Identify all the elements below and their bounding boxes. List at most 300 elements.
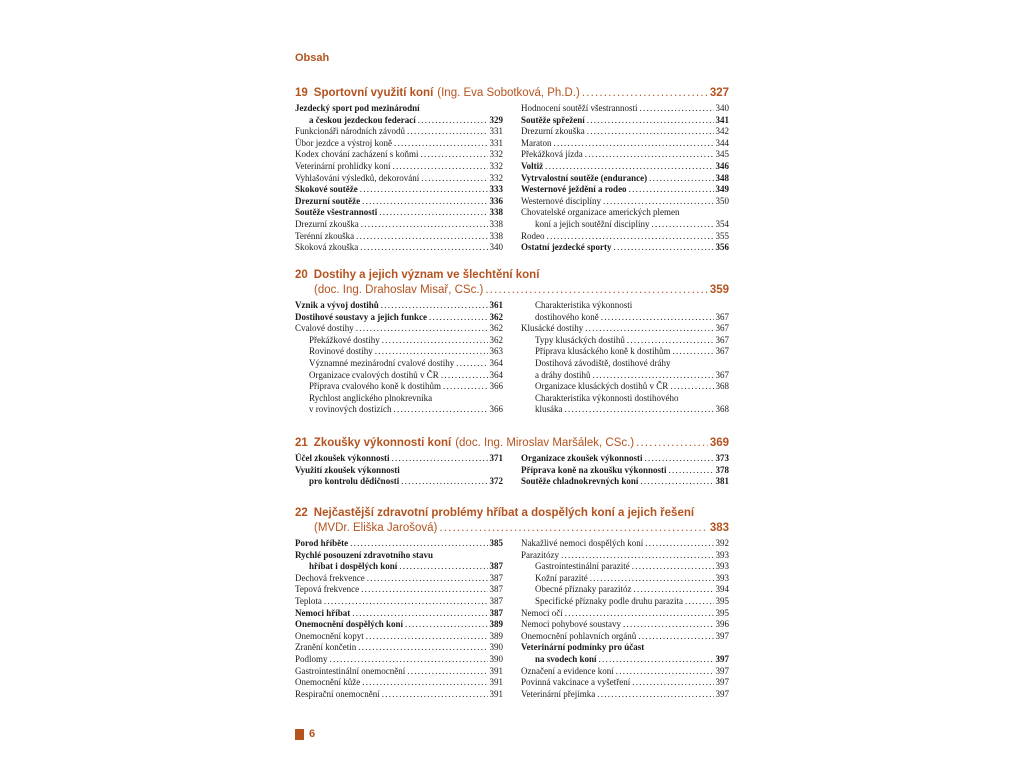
chapter-name: Nejčastější zdravotní problémy hříbat a dospělých koní a jejich řešení bbox=[313, 507, 695, 519]
toc-entry bbox=[295, 370, 503, 382]
toc-entry-title: Drezurní zkouška bbox=[521, 126, 585, 137]
toc-entry-page: 362 bbox=[489, 323, 503, 334]
toc-entry bbox=[295, 465, 503, 477]
toc-entry bbox=[295, 219, 503, 231]
dot-leader bbox=[640, 476, 713, 488]
toc-entry-page: 366 bbox=[489, 404, 503, 415]
dot-leader bbox=[554, 138, 714, 150]
toc-entry bbox=[295, 381, 503, 393]
toc-entry-page: 363 bbox=[489, 346, 503, 357]
toc-entry-title: Parazitózy bbox=[521, 549, 559, 560]
dot-leader bbox=[350, 538, 487, 550]
toc-entry-title: Soutěže spřežení bbox=[521, 114, 585, 125]
toc-entry bbox=[521, 370, 729, 382]
toc-entry-page: 385 bbox=[489, 538, 503, 548]
toc-entry bbox=[295, 173, 503, 185]
dot-leader bbox=[585, 149, 714, 161]
toc-entry-page: 387 bbox=[489, 561, 503, 572]
toc-entry bbox=[521, 196, 729, 208]
dot-leader bbox=[361, 219, 488, 231]
chapter-title-continued bbox=[295, 521, 729, 536]
dot-leader bbox=[627, 335, 714, 347]
toc-entry-page: 332 bbox=[489, 149, 503, 160]
toc-entry-page: 332 bbox=[489, 172, 503, 183]
toc-entry-title: Obecné příznaky parazitóz bbox=[535, 584, 632, 595]
toc-entry-title: Jezdecký sport pod mezinárodní bbox=[295, 103, 420, 113]
dot-leader bbox=[603, 196, 713, 208]
toc-entry-page: 331 bbox=[489, 126, 503, 137]
dot-leader bbox=[593, 370, 714, 382]
chapter-name: Zkoušky výkonnosti koní bbox=[313, 437, 452, 449]
toc-entry-page: 393 bbox=[715, 561, 729, 572]
toc-entry-page: 366 bbox=[489, 381, 503, 392]
toc-entry-title: Respirační onemocnění bbox=[295, 688, 380, 699]
toc-entry-title: Příprava klusáckého koně k dostihům bbox=[535, 346, 671, 357]
toc-entry bbox=[521, 465, 729, 477]
dot-leader bbox=[669, 465, 714, 477]
toc-entry bbox=[521, 550, 729, 562]
toc-entry bbox=[521, 619, 729, 631]
toc-entry-page: 344 bbox=[715, 137, 729, 148]
dot-leader bbox=[420, 149, 487, 161]
toc-entry bbox=[521, 393, 729, 405]
toc-entry-title: Nakažlivé nemoci dospělých koní bbox=[521, 538, 644, 548]
toc-entry-title: a českou jezdeckou federací bbox=[309, 114, 416, 125]
toc-entry-title: Vyhlašování výsledků, dekorování bbox=[295, 172, 420, 183]
toc-entry-title: Charakteristika výkonnosti bbox=[535, 300, 633, 310]
toc-entry-title: Voltiž bbox=[521, 160, 544, 171]
toc-entry-title: Porod hříběte bbox=[295, 538, 349, 548]
toc-entry bbox=[521, 300, 729, 312]
toc-entry bbox=[295, 103, 503, 115]
dot-leader bbox=[623, 619, 714, 631]
toc-entry bbox=[521, 381, 729, 393]
toc-entry bbox=[521, 677, 729, 689]
dot-leader bbox=[358, 642, 487, 654]
chapter-title bbox=[295, 506, 729, 521]
toc-entry-page: 395 bbox=[715, 595, 729, 606]
dot-leader bbox=[356, 323, 488, 335]
dot-leader bbox=[382, 689, 488, 701]
toc-entry bbox=[295, 149, 503, 161]
toc-entry-page: 364 bbox=[489, 369, 503, 380]
toc-entry-page: 389 bbox=[489, 630, 503, 641]
toc-entry bbox=[521, 596, 729, 608]
toc-entry-page: 340 bbox=[489, 242, 503, 253]
toc-entry-title: Kodex chování zacházení s koňmi bbox=[295, 149, 419, 160]
toc-column-left bbox=[295, 453, 503, 488]
toc-entry-title: Drezurní zkouška bbox=[295, 218, 359, 229]
toc-entry-title: Skoková zkouška bbox=[295, 242, 359, 253]
toc-entry-page: 336 bbox=[489, 195, 503, 206]
dot-leader bbox=[441, 370, 488, 382]
toc-entry-page: 397 bbox=[715, 665, 729, 676]
chapter-page: 383 bbox=[709, 522, 729, 534]
toc-entry bbox=[295, 138, 503, 150]
toc-entry-page: 345 bbox=[715, 149, 729, 160]
toc-entry-title: Funkcionáři národních závodů bbox=[295, 126, 405, 137]
toc-entry bbox=[295, 196, 503, 208]
dot-leader bbox=[629, 184, 714, 196]
chapter-name: Dostihy a jejich význam ve šlechtění koní bbox=[313, 269, 540, 281]
toc-entry-title: Úbor jezdce a výstroj koně bbox=[295, 137, 392, 148]
toc-entry-title: Teplota bbox=[295, 595, 322, 606]
toc-entry-title: Nemoci očí bbox=[521, 607, 563, 618]
toc-entry-page: 387 bbox=[489, 595, 503, 606]
toc-entry bbox=[295, 453, 503, 465]
toc-entry-page: 362 bbox=[489, 334, 503, 345]
toc-entry-page: 396 bbox=[715, 619, 729, 630]
toc-entry-page: 387 bbox=[489, 572, 503, 583]
chapter-page: 359 bbox=[709, 284, 729, 296]
toc-entry-page: 387 bbox=[489, 607, 503, 618]
chapter-19 bbox=[295, 86, 729, 254]
toc-entry bbox=[295, 654, 503, 666]
toc-entry bbox=[295, 550, 503, 562]
dot-leader bbox=[407, 666, 487, 678]
toc-entry-title: Terénní zkouška bbox=[295, 230, 355, 241]
toc-entry bbox=[295, 358, 503, 370]
dot-leader bbox=[382, 335, 488, 347]
toc-entry-title: Soutěže chladnokrevných koní bbox=[521, 476, 639, 487]
toc-entry-title: Skokové soutěže bbox=[295, 184, 358, 195]
toc-entry-page: 341 bbox=[715, 114, 729, 125]
toc-entry-page: 393 bbox=[715, 549, 729, 560]
toc-entry-page: 391 bbox=[489, 677, 503, 688]
toc-entry bbox=[521, 689, 729, 701]
toc-entry-page: 367 bbox=[715, 311, 729, 322]
toc-entry-page: 389 bbox=[489, 619, 503, 630]
toc-entry bbox=[521, 242, 729, 254]
toc-entry-title: Chovatelské organizace amerických plemen bbox=[521, 207, 680, 218]
toc-entry bbox=[521, 666, 729, 678]
dot-leader bbox=[443, 381, 488, 393]
dot-leader bbox=[418, 115, 488, 127]
toc-entry-title: Organizace zkoušek výkonnosti bbox=[521, 453, 643, 463]
toc-entry bbox=[521, 231, 729, 243]
toc-entry-title: Podlomy bbox=[295, 653, 328, 664]
dot-leader bbox=[360, 242, 487, 254]
dot-leader bbox=[565, 608, 714, 620]
toc-entry bbox=[295, 561, 503, 573]
toc-entry-page: 381 bbox=[715, 476, 729, 487]
toc-entry bbox=[521, 126, 729, 138]
toc-entry-page: 397 bbox=[715, 653, 729, 664]
dot-leader bbox=[561, 550, 714, 562]
page-number: 6 bbox=[309, 728, 316, 740]
dot-leader bbox=[565, 404, 714, 416]
toc-entry-page: 367 bbox=[715, 346, 729, 357]
dot-leader bbox=[362, 196, 487, 208]
dot-leader bbox=[638, 631, 713, 643]
dot-leader bbox=[456, 358, 487, 370]
dot-leader bbox=[394, 404, 488, 416]
dot-leader bbox=[361, 584, 487, 596]
toc-entry-title: Veterinární podmínky pro účast bbox=[521, 642, 645, 653]
toc-entry bbox=[521, 642, 729, 654]
page-heading: Obsah bbox=[295, 52, 330, 64]
toc-entry-title: Nemoci pohybové soustavy bbox=[521, 619, 621, 630]
toc-entry bbox=[521, 207, 729, 219]
toc-entry-title: Dostihová závodiště, dostihové dráhy bbox=[535, 357, 671, 368]
toc-entry bbox=[295, 115, 503, 127]
dot-leader bbox=[632, 561, 714, 573]
dot-leader bbox=[381, 300, 488, 312]
toc-entry-title: Překážková jízda bbox=[521, 149, 583, 160]
toc-entry bbox=[295, 666, 503, 678]
toc-entry-title: Rychlé posouzení zdravotního stavu bbox=[295, 549, 433, 560]
toc-entry-title: Onemocnění kopyt bbox=[295, 630, 364, 641]
toc-entry-page: 355 bbox=[715, 230, 729, 241]
toc-entry-title: Gastrointestinální onemocnění bbox=[295, 665, 406, 676]
toc-entry-title: Gastrointestinální parazité bbox=[535, 561, 630, 572]
toc-entry bbox=[521, 654, 729, 666]
dot-leader bbox=[362, 677, 487, 689]
toc-entry-title: Typy klusáckých dostihů bbox=[535, 334, 625, 345]
dot-leader bbox=[633, 584, 713, 596]
toc-entry bbox=[295, 689, 503, 701]
dot-leader bbox=[601, 312, 714, 324]
toc-entry-title: Kožní parazité bbox=[535, 572, 588, 583]
toc-entry bbox=[521, 608, 729, 620]
toc-entry bbox=[521, 404, 729, 416]
dot-leader bbox=[330, 654, 488, 666]
toc-entry-page: 372 bbox=[489, 476, 503, 487]
toc-entry-page: 387 bbox=[489, 584, 503, 595]
toc-entry-title: Významné mezinárodní cvalové dostihy bbox=[309, 357, 455, 368]
toc-entry-title: dostihového koně bbox=[535, 311, 599, 322]
dot-leader bbox=[587, 115, 714, 127]
toc-entry-page: 371 bbox=[489, 453, 503, 463]
toc-entry-title: Účel zkoušek výkonnosti bbox=[295, 453, 390, 463]
toc-entry-page: 348 bbox=[715, 172, 729, 183]
toc-entry bbox=[521, 346, 729, 358]
toc-entry-page: 390 bbox=[489, 653, 503, 664]
dot-leader bbox=[485, 283, 707, 298]
dot-leader bbox=[670, 381, 713, 393]
toc-entry-title: Westernové ježdění a rodeo bbox=[521, 184, 627, 195]
dot-leader bbox=[616, 666, 714, 678]
toc-entry-title: Rovinové dostihy bbox=[309, 346, 373, 357]
toc-entry bbox=[295, 596, 503, 608]
toc-entry bbox=[295, 207, 503, 219]
toc-column-right bbox=[521, 453, 729, 488]
toc-entry bbox=[295, 404, 503, 416]
toc-entry-title: Westernové disciplíny bbox=[521, 195, 602, 206]
toc-entry-page: 349 bbox=[715, 184, 729, 195]
toc-entry-page: 367 bbox=[715, 334, 729, 345]
dot-leader bbox=[645, 453, 714, 465]
toc-entry-page: 332 bbox=[489, 160, 503, 171]
toc-entry-page: 368 bbox=[715, 381, 729, 392]
dot-leader bbox=[366, 631, 488, 643]
toc-entry bbox=[295, 161, 503, 173]
toc-entry-page: 331 bbox=[489, 137, 503, 148]
toc-entry-page: 378 bbox=[715, 464, 729, 475]
toc-entry-title: v rovinových dostizích bbox=[309, 404, 392, 415]
toc-entry-title: Nemoci hříbat bbox=[295, 607, 351, 618]
toc-entry-page: 338 bbox=[489, 207, 503, 218]
dot-leader bbox=[545, 161, 713, 173]
dot-leader bbox=[585, 323, 713, 335]
toc-entry-title: Klusácké dostihy bbox=[521, 323, 584, 334]
toc-entry-page: 362 bbox=[489, 311, 503, 322]
chapter-title bbox=[295, 268, 729, 283]
chapter-author: (MVDr. Eliška Jarošová) bbox=[314, 522, 438, 534]
dot-leader bbox=[582, 86, 708, 101]
chapter-number: 21 bbox=[295, 437, 308, 449]
toc-entry-title: Příprava koně na zkoušku výkonnosti bbox=[521, 464, 667, 475]
toc-entry-page: 350 bbox=[715, 195, 729, 206]
dot-leader bbox=[639, 103, 713, 115]
toc-entry-title: a dráhy dostihů bbox=[535, 369, 591, 380]
dot-leader bbox=[636, 436, 708, 451]
dot-leader bbox=[685, 596, 714, 608]
toc-entry-page: 394 bbox=[715, 584, 729, 595]
toc-entry-page: 346 bbox=[715, 160, 729, 171]
toc-entry bbox=[295, 677, 503, 689]
toc-entry-title: Maraton bbox=[521, 137, 552, 148]
toc-entry bbox=[521, 561, 729, 573]
toc-entry bbox=[295, 584, 503, 596]
dot-leader bbox=[399, 561, 487, 573]
toc-entry-title: Povinná vakcinace a vyšetření bbox=[521, 677, 631, 688]
toc-entry-page: 329 bbox=[489, 114, 503, 125]
toc-column-left bbox=[295, 300, 503, 416]
toc-entry bbox=[521, 631, 729, 643]
toc-entry bbox=[295, 538, 503, 550]
dot-leader bbox=[599, 654, 714, 666]
toc-entry-page: 397 bbox=[715, 677, 729, 688]
toc-column-left bbox=[295, 538, 503, 700]
dot-leader bbox=[587, 126, 714, 138]
dot-leader bbox=[356, 231, 487, 243]
toc-entry bbox=[295, 126, 503, 138]
toc-entry-page: 333 bbox=[489, 184, 503, 195]
chapter-author: (doc. Ing. Miroslav Maršálek, CSc.) bbox=[455, 437, 635, 449]
toc-entry-title: Ostatní jezdecké sporty bbox=[521, 242, 612, 253]
toc-entry bbox=[521, 538, 729, 550]
chapter-21 bbox=[295, 436, 729, 488]
toc-entry-page: 397 bbox=[715, 630, 729, 641]
dot-leader bbox=[651, 219, 713, 231]
toc-entry bbox=[295, 184, 503, 196]
chapter-number: 22 bbox=[295, 507, 308, 519]
toc-column-right bbox=[521, 300, 729, 416]
toc-entry-page: 391 bbox=[489, 688, 503, 699]
dot-leader bbox=[547, 231, 714, 243]
toc-entry-title: Dostihové soustavy a jejich funkce bbox=[295, 311, 427, 322]
chapter-author: (doc. Ing. Drahoslav Misař, CSc.) bbox=[314, 284, 484, 296]
dot-leader bbox=[421, 173, 487, 185]
toc-entry-title: pro kontrolu dědičnosti bbox=[309, 476, 400, 487]
toc-entry bbox=[521, 184, 729, 196]
toc-entry bbox=[295, 312, 503, 324]
toc-entry bbox=[521, 115, 729, 127]
chapter-20 bbox=[295, 268, 729, 416]
toc-entry-page: 367 bbox=[715, 323, 729, 334]
dot-leader bbox=[429, 312, 488, 324]
toc-entry-title: Překážkové dostihy bbox=[309, 334, 380, 345]
dot-leader bbox=[379, 207, 487, 219]
toc-entry bbox=[295, 300, 503, 312]
toc-entry-page: 390 bbox=[489, 642, 503, 653]
toc-entry-page: 340 bbox=[715, 103, 729, 113]
toc-entry-page: 356 bbox=[715, 242, 729, 253]
toc-column-right bbox=[521, 538, 729, 700]
chapter-title bbox=[295, 86, 729, 101]
dot-leader bbox=[392, 453, 488, 465]
dot-leader bbox=[590, 573, 714, 585]
footer-marker bbox=[295, 729, 304, 740]
chapter-22 bbox=[295, 506, 729, 700]
toc-entry-title: na svodech koní bbox=[535, 653, 597, 664]
chapter-title bbox=[295, 436, 729, 451]
toc-entry bbox=[521, 323, 729, 335]
toc-entry-page: 364 bbox=[489, 357, 503, 368]
dot-leader bbox=[649, 173, 713, 185]
dot-leader bbox=[597, 689, 713, 701]
chapter-page: 369 bbox=[709, 437, 729, 449]
toc-entry-title: Rodeo bbox=[521, 230, 545, 241]
toc-entry bbox=[521, 312, 729, 324]
toc-entry bbox=[521, 335, 729, 347]
toc-entry-page: 338 bbox=[489, 218, 503, 229]
toc-entry bbox=[521, 358, 729, 370]
toc-entry bbox=[295, 346, 503, 358]
toc-column-left bbox=[295, 103, 503, 254]
toc-entry-title: Zranění končetin bbox=[295, 642, 357, 653]
toc-entry bbox=[295, 323, 503, 335]
dot-leader bbox=[439, 521, 707, 536]
dot-leader bbox=[394, 138, 488, 150]
toc-entry bbox=[521, 149, 729, 161]
dot-leader bbox=[407, 126, 488, 138]
toc-entry-page: 395 bbox=[715, 607, 729, 618]
toc-entry-title: koní a jejich soutěžní disciplíny bbox=[535, 218, 650, 229]
toc-entry-page: 367 bbox=[715, 369, 729, 380]
toc-entry-title: Onemocnění kůže bbox=[295, 677, 361, 688]
toc-entry bbox=[521, 138, 729, 150]
toc-entry-title: Dechová frekvence bbox=[295, 572, 365, 583]
toc-entry bbox=[521, 584, 729, 596]
dot-leader bbox=[392, 161, 487, 173]
toc-entry bbox=[295, 573, 503, 585]
toc-entry-title: Onemocnění pohlavních orgánů bbox=[521, 630, 637, 641]
toc-entry-title: hříbat i dospělých koní bbox=[309, 561, 398, 572]
toc-entry-title: Příprava cvalového koně k dostihům bbox=[309, 381, 441, 392]
toc-entry bbox=[521, 103, 729, 115]
toc-entry-title: Onemocnění dospělých koní bbox=[295, 619, 404, 630]
toc-entry bbox=[521, 219, 729, 231]
toc-entry-title: Organizace klusáckých dostihů v ČR bbox=[535, 381, 669, 392]
toc-entry bbox=[521, 476, 729, 488]
toc-entry bbox=[521, 453, 729, 465]
chapter-author: (Ing. Eva Sobotková, Ph.D.) bbox=[437, 87, 580, 99]
dot-leader bbox=[672, 346, 713, 358]
toc-entry-title: klusáka bbox=[535, 404, 563, 415]
toc-entry-page: 392 bbox=[715, 538, 729, 548]
dot-leader bbox=[613, 242, 713, 254]
toc-entry-page: 342 bbox=[715, 126, 729, 137]
chapter-page: 327 bbox=[709, 87, 729, 99]
toc-entry bbox=[295, 619, 503, 631]
toc-entry bbox=[295, 476, 503, 488]
toc-entry bbox=[521, 573, 729, 585]
toc-entry-title: Využití zkoušek výkonnosti bbox=[295, 464, 400, 475]
toc-entry-page: 373 bbox=[715, 453, 729, 463]
dot-leader bbox=[375, 346, 488, 358]
